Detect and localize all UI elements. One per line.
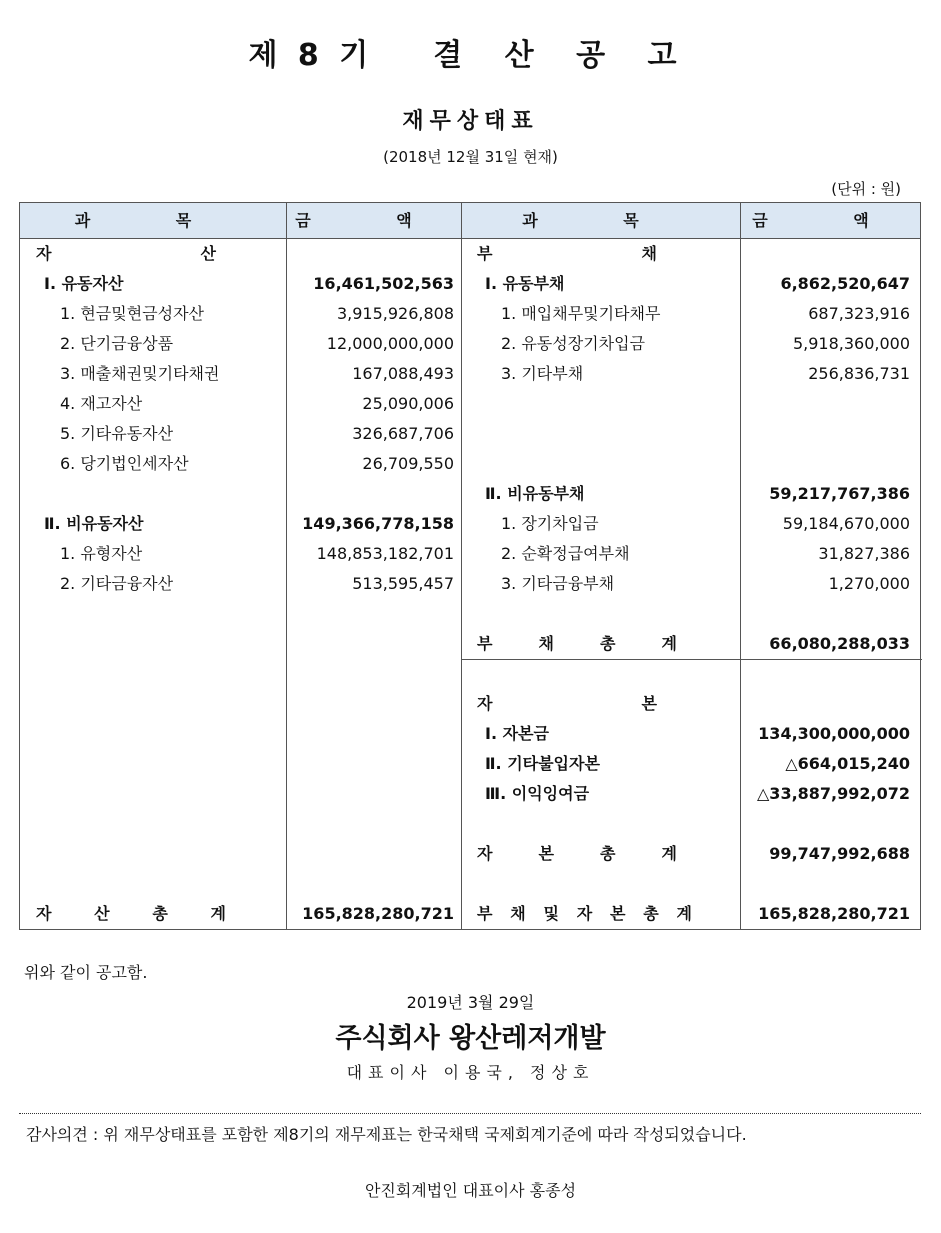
balance-sheet-table [19, 202, 921, 930]
period-label: 제 8 기 [248, 38, 374, 73]
table-row: 3. 기타부채 256,836,731 [501, 364, 910, 383]
unit-label: (단위 : 원) [831, 180, 901, 198]
header-amount-left: 금 액 [295, 211, 452, 230]
table-row: 1. 유형자산 148,853,182,701 [60, 544, 454, 563]
notice-title [0, 30, 941, 74]
auditor-name: 안진회계법인 대표이사 홍종성 [364, 1181, 577, 1200]
table-row: 6. 당기법인세자산 26,709,550 [60, 454, 454, 473]
assets-section-label: 자 산 [36, 244, 216, 263]
equity-total-row: 자 본 총 계 99,747,992,688 [477, 844, 910, 863]
notice-label: 결 산 공 고 [433, 38, 693, 73]
company-name: 주식회사 왕산레저개발 [335, 1023, 606, 1054]
table-row: 2. 유동성장기차입금 5,918,360,000 [501, 334, 910, 353]
ceo-names: 대표이사 이용국, 정상호 [346, 1063, 595, 1082]
liabilities-section-label: 부 채 [477, 244, 657, 263]
divider [461, 203, 462, 929]
current-liabilities-row: Ⅰ. 유동부채 6,862,520,647 [485, 274, 910, 293]
table-row: 5. 기타유동자산 326,687,706 [60, 424, 454, 443]
equity-row: Ⅲ. 이익잉여금 △33,887,992,072 [485, 784, 910, 803]
table-row: 3. 기타금융부채 1,270,000 [501, 574, 910, 593]
equity-row: Ⅱ. 기타불입자본 △664,015,240 [485, 754, 910, 773]
table-row: 2. 기타금융자산 513,595,457 [60, 574, 454, 593]
notice-note: 위와 같이 공고함. [24, 963, 148, 982]
table-row: 1. 매입채무및기타채무 687,323,916 [501, 304, 910, 323]
table-row: 3. 매출채권및기타채권 167,088,493 [60, 364, 454, 383]
header-item-left: 과 목 [74, 211, 232, 230]
divider [19, 1113, 921, 1114]
table-row: 2. 순확정급여부채 31,827,386 [501, 544, 910, 563]
divider [461, 659, 922, 660]
noncurrent-liabilities-row: Ⅱ. 비유동부채 59,217,767,386 [485, 484, 910, 503]
notice-date: 2019년 3월 29일 [406, 993, 535, 1012]
audit-opinion: 감사의견 : 위 재무상태표를 포함한 제8기의 재무제표는 한국채택 국제회계기준에 따라 작성되었습니다. [26, 1125, 747, 1144]
table-header [20, 203, 920, 239]
liabilities-total-row: 부 채 총 계 66,080,288,033 [477, 634, 910, 653]
table-row: 4. 재고자산 25,090,006 [60, 394, 454, 413]
header-amount-right: 금 액 [752, 211, 909, 230]
as-of-date: (2018년 12월 31일 현재) [383, 148, 558, 166]
current-assets-row: Ⅰ. 유동자산 16,461,502,563 [44, 274, 454, 293]
noncurrent-assets-row: Ⅱ. 비유동자산 149,366,778,158 [44, 514, 454, 533]
table-row: 2. 단기금융상품 12,000,000,000 [60, 334, 454, 353]
equity-section-label: 자 본 [477, 694, 657, 713]
header-item-right: 과 목 [522, 211, 679, 230]
grand-total-row: 부 채 및 자 본 총 계 165,828,280,721 [477, 904, 910, 923]
table-row: 1. 장기차입금 59,184,670,000 [501, 514, 910, 533]
assets-total-row: 자 산 총 계 165,828,280,721 [36, 904, 454, 923]
equity-row: Ⅰ. 자본금 134,300,000,000 [485, 724, 910, 743]
table-row: 1. 현금및현금성자산 3,915,926,808 [60, 304, 454, 323]
statement-title: 재무상태표 [402, 109, 539, 134]
